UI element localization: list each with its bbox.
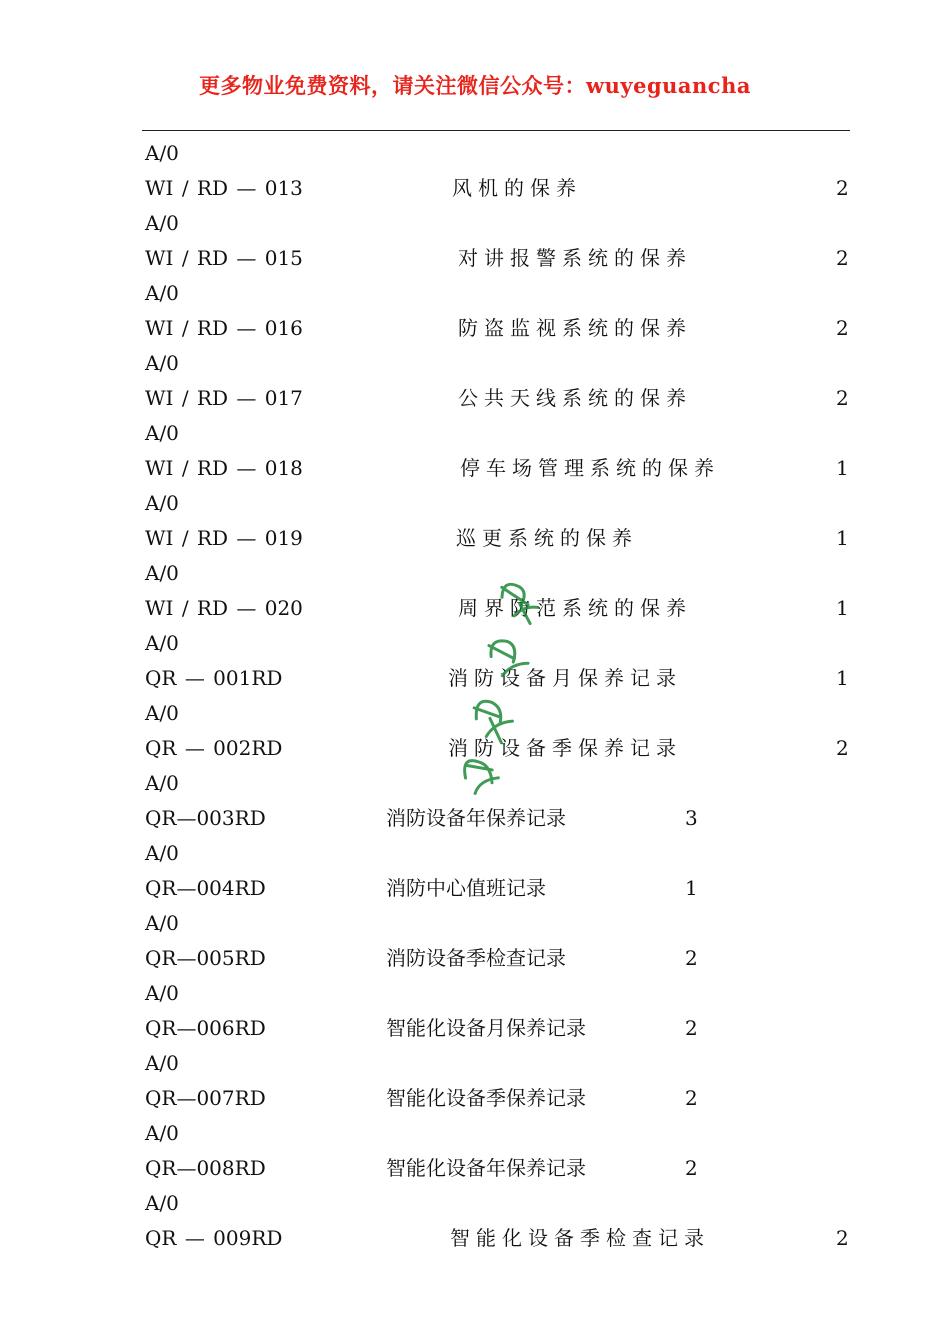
document-copies: 1 <box>836 666 849 690</box>
document-copies: 2 <box>685 1016 698 1040</box>
document-copies: 2 <box>836 176 849 200</box>
document-title: 消防设备年保养记录 <box>386 806 566 830</box>
document-code: QR—008RD <box>145 1156 266 1180</box>
version-line <box>0 698 950 728</box>
version-label: A/0 <box>145 841 179 865</box>
version-line <box>0 1048 950 1078</box>
document-title: 智能化设备季检查记录 <box>450 1226 710 1250</box>
document-entry <box>0 733 950 763</box>
version-line <box>0 1118 950 1148</box>
version-line <box>0 768 950 798</box>
document-code: WI / RD — 016 <box>145 316 303 340</box>
document-title: 智能化设备年保养记录 <box>386 1156 586 1180</box>
document-copies: 2 <box>836 736 849 760</box>
version-label: A/0 <box>145 1121 179 1145</box>
version-line <box>0 208 950 238</box>
document-code: QR — 009RD <box>145 1226 283 1250</box>
document-title: 智能化设备季保养记录 <box>386 1086 586 1110</box>
document-code: WI / RD — 015 <box>145 246 303 270</box>
document-title: 消防设备季检查记录 <box>386 946 566 970</box>
version-label: A/0 <box>145 911 179 935</box>
document-code: WI / RD — 019 <box>145 526 303 550</box>
document-code: QR—004RD <box>145 876 266 900</box>
version-label: A/0 <box>145 211 179 235</box>
document-title: 消防设备月保养记录 <box>448 666 682 690</box>
version-label: A/0 <box>145 981 179 1005</box>
version-label: A/0 <box>145 561 179 585</box>
document-copies: 1 <box>836 526 849 550</box>
promo-banner: 更多物业免费资料，请关注微信公众号：wuyeguancha <box>199 73 751 98</box>
document-entry <box>0 663 950 693</box>
document-copies: 2 <box>836 1226 849 1250</box>
document-code: QR—006RD <box>145 1016 266 1040</box>
header-divider <box>142 130 850 131</box>
document-code: QR — 001RD <box>145 666 283 690</box>
document-copies: 1 <box>685 876 698 900</box>
version-line <box>0 488 950 518</box>
document-code: WI / RD — 017 <box>145 386 303 410</box>
document-entry <box>0 1083 950 1113</box>
document-entry <box>0 1013 950 1043</box>
version-line <box>0 1188 950 1218</box>
version-line <box>0 558 950 588</box>
document-title: 消防中心值班记录 <box>386 876 546 900</box>
document-copies: 2 <box>685 1086 698 1110</box>
document-copies: 1 <box>836 456 849 480</box>
document-copies: 2 <box>685 1156 698 1180</box>
document-code: QR—005RD <box>145 946 266 970</box>
version-line <box>0 278 950 308</box>
document-copies: 2 <box>836 386 849 410</box>
version-label: A/0 <box>145 351 179 375</box>
document-title: 智能化设备月保养记录 <box>386 1016 586 1040</box>
document-entry <box>0 313 950 343</box>
version-line <box>0 348 950 378</box>
document-code: WI / RD — 020 <box>145 596 303 620</box>
version-label: A/0 <box>145 491 179 515</box>
document-entry <box>0 383 950 413</box>
document-entry <box>0 1153 950 1183</box>
version-label: A/0 <box>145 281 179 305</box>
document-title: 巡更系统的保养 <box>456 526 638 550</box>
version-line <box>0 418 950 448</box>
document-entry <box>0 173 950 203</box>
version-label: A/0 <box>145 1191 179 1215</box>
document-code: WI / RD — 013 <box>145 176 303 200</box>
version-label: A/0 <box>145 771 179 795</box>
version-line <box>0 908 950 938</box>
version-label: A/0 <box>145 421 179 445</box>
document-copies: 2 <box>685 946 698 970</box>
document-copies: 2 <box>836 316 849 340</box>
version-line <box>0 838 950 868</box>
document-copies: 2 <box>836 246 849 270</box>
document-title: 公共天线系统的保养 <box>458 386 692 410</box>
document-entry <box>0 1223 950 1253</box>
document-title: 防盗监视系统的保养 <box>458 316 692 340</box>
document-copies: 3 <box>685 806 698 830</box>
version-label: A/0 <box>145 141 179 165</box>
document-entry <box>0 873 950 903</box>
document-code: QR—003RD <box>145 806 266 830</box>
version-line <box>0 628 950 658</box>
version-label: A/0 <box>145 631 179 655</box>
document-code: WI / RD — 018 <box>145 456 303 480</box>
document-title: 风机的保养 <box>452 176 582 200</box>
document-title: 停车场管理系统的保养 <box>460 456 720 480</box>
version-label: A/0 <box>145 701 179 725</box>
document-entry <box>0 803 950 833</box>
document-title: 消防设备季保养记录 <box>448 736 682 760</box>
version-line <box>0 138 950 168</box>
version-label: A/0 <box>145 1051 179 1075</box>
document-title: 周界防范系统的保养 <box>458 596 692 620</box>
document-code: QR—007RD <box>145 1086 266 1110</box>
document-title: 对讲报警系统的保养 <box>458 246 692 270</box>
document-code: QR — 002RD <box>145 736 283 760</box>
version-line <box>0 978 950 1008</box>
document-entry <box>0 593 950 623</box>
document-copies: 1 <box>836 596 849 620</box>
document-entry <box>0 523 950 553</box>
document-entry <box>0 453 950 483</box>
document-entry <box>0 943 950 973</box>
document-entry <box>0 243 950 273</box>
